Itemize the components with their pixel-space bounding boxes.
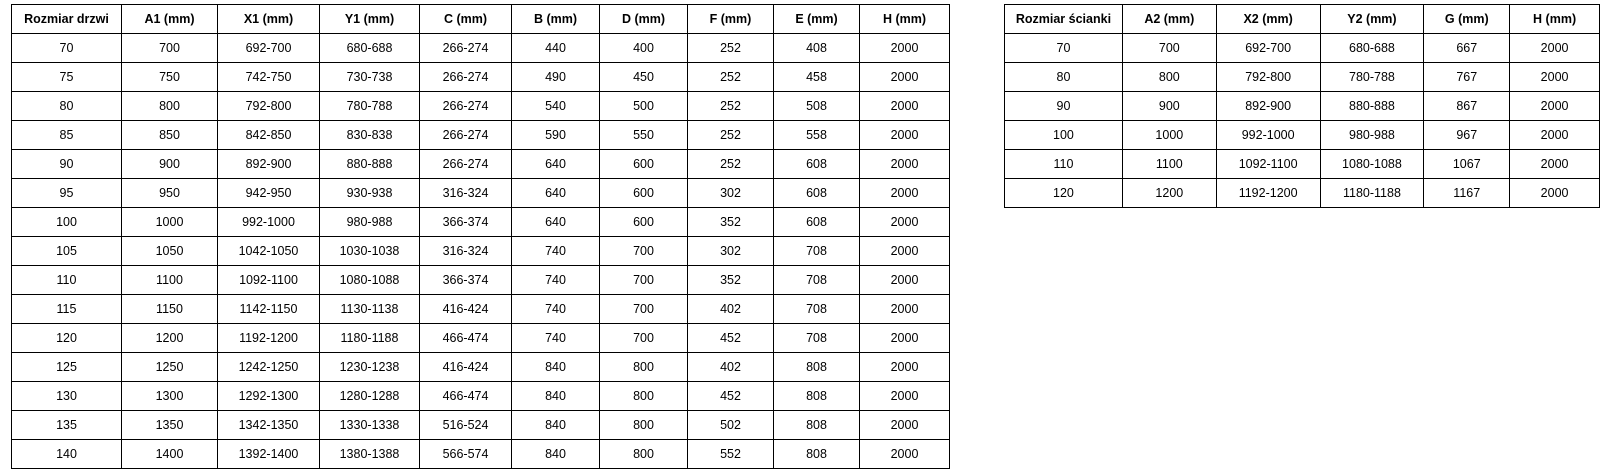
table-cell: 667 — [1424, 34, 1510, 63]
table-cell: 867 — [1424, 92, 1510, 121]
table-cell: 2000 — [860, 150, 950, 179]
table-cell: 135 — [12, 411, 122, 440]
table-cell: 402 — [688, 353, 774, 382]
table-cell: 252 — [688, 34, 774, 63]
table-cell: 740 — [512, 295, 600, 324]
table-cell: 458 — [774, 63, 860, 92]
wall-panel-dimensions-table-container — [1004, 4, 1600, 208]
table-cell: 1380-1388 — [320, 440, 420, 469]
table-row — [12, 324, 950, 353]
table-cell: 640 — [512, 179, 600, 208]
wall-panel-dimensions-table — [1004, 4, 1600, 208]
table-cell: 800 — [600, 440, 688, 469]
table-cell: 316-324 — [420, 179, 512, 208]
table-cell: 600 — [600, 179, 688, 208]
table-cell: 608 — [774, 150, 860, 179]
table-cell: 808 — [774, 440, 860, 469]
table-cell: 566-574 — [420, 440, 512, 469]
table-cell: 120 — [12, 324, 122, 353]
table-cell: 1300 — [122, 382, 218, 411]
table-cell: 980-988 — [1320, 121, 1424, 150]
table-cell: 502 — [688, 411, 774, 440]
table-cell: 1392-1400 — [218, 440, 320, 469]
doors-column-header: B (mm) — [512, 5, 600, 34]
table-cell: 1242-1250 — [218, 353, 320, 382]
table-header-row — [1005, 5, 1600, 34]
table-cell: 402 — [688, 295, 774, 324]
table-cell: 1192-1200 — [218, 324, 320, 353]
table-cell: 730-738 — [320, 63, 420, 92]
table-cell: 1100 — [1122, 150, 1216, 179]
table-row — [12, 150, 950, 179]
table-cell: 352 — [688, 266, 774, 295]
table-cell: 440 — [512, 34, 600, 63]
table-cell: 700 — [1122, 34, 1216, 63]
table-cell: 352 — [688, 208, 774, 237]
table-cell: 1167 — [1424, 179, 1510, 208]
table-cell: 1000 — [1122, 121, 1216, 150]
table-cell: 830-838 — [320, 121, 420, 150]
table-cell: 600 — [600, 208, 688, 237]
table-cell: 680-688 — [320, 34, 420, 63]
table-cell: 1350 — [122, 411, 218, 440]
table-cell: 800 — [122, 92, 218, 121]
table-cell: 880-888 — [1320, 92, 1424, 121]
table-cell: 708 — [774, 295, 860, 324]
table-cell: 740 — [512, 237, 600, 266]
table-row — [1005, 150, 1600, 179]
table-cell: 100 — [12, 208, 122, 237]
table-cell: 842-850 — [218, 121, 320, 150]
table-cell: 2000 — [860, 440, 950, 469]
table-cell: 558 — [774, 121, 860, 150]
table-row — [1005, 34, 1600, 63]
table-cell: 2000 — [860, 121, 950, 150]
table-cell: 808 — [774, 353, 860, 382]
table-row — [12, 382, 950, 411]
table-cell: 950 — [122, 179, 218, 208]
table-cell: 590 — [512, 121, 600, 150]
table-cell: 2000 — [860, 411, 950, 440]
wall-column-header: A2 (mm) — [1122, 5, 1216, 34]
table-cell: 466-474 — [420, 324, 512, 353]
table-cell: 2000 — [860, 324, 950, 353]
table-cell: 1050 — [122, 237, 218, 266]
table-cell: 490 — [512, 63, 600, 92]
table-cell: 80 — [1005, 63, 1123, 92]
table-cell: 1200 — [1122, 179, 1216, 208]
table-row — [12, 63, 950, 92]
table-row — [12, 411, 950, 440]
table-cell: 266-274 — [420, 34, 512, 63]
table-cell: 266-274 — [420, 92, 512, 121]
table-cell: 70 — [12, 34, 122, 63]
table-cell: 900 — [122, 150, 218, 179]
table-cell: 105 — [12, 237, 122, 266]
doors-column-header: C (mm) — [420, 5, 512, 34]
wall-column-header: H (mm) — [1510, 5, 1600, 34]
table-cell: 552 — [688, 440, 774, 469]
table-cell: 708 — [774, 324, 860, 353]
doors-column-header: E (mm) — [774, 5, 860, 34]
table-cell: 750 — [122, 63, 218, 92]
table-cell: 692-700 — [218, 34, 320, 63]
table-cell: 70 — [1005, 34, 1123, 63]
table-cell: 416-424 — [420, 295, 512, 324]
wall-column-header: Y2 (mm) — [1320, 5, 1424, 34]
table-cell: 892-900 — [218, 150, 320, 179]
table-cell: 1000 — [122, 208, 218, 237]
table-cell: 967 — [1424, 121, 1510, 150]
table-cell: 466-474 — [420, 382, 512, 411]
table-cell: 792-800 — [1216, 63, 1320, 92]
doors-column-header: X1 (mm) — [218, 5, 320, 34]
table-cell: 700 — [600, 324, 688, 353]
table-cell: 2000 — [860, 237, 950, 266]
table-cell: 500 — [600, 92, 688, 121]
table-cell: 942-950 — [218, 179, 320, 208]
table-row — [12, 34, 950, 63]
table-cell: 540 — [512, 92, 600, 121]
table-cell: 780-788 — [320, 92, 420, 121]
table-cell: 90 — [1005, 92, 1123, 121]
table-cell: 740 — [512, 266, 600, 295]
table-cell: 600 — [600, 150, 688, 179]
table-cell: 110 — [12, 266, 122, 295]
table-row — [12, 295, 950, 324]
table-cell: 115 — [12, 295, 122, 324]
table-cell: 840 — [512, 440, 600, 469]
table-cell: 416-424 — [420, 353, 512, 382]
table-cell: 366-374 — [420, 266, 512, 295]
table-cell: 808 — [774, 382, 860, 411]
table-cell: 2000 — [860, 63, 950, 92]
table-row — [1005, 92, 1600, 121]
table-cell: 1092-1100 — [218, 266, 320, 295]
table-row — [12, 237, 950, 266]
table-cell: 800 — [600, 382, 688, 411]
table-cell: 1192-1200 — [1216, 179, 1320, 208]
table-cell: 740 — [512, 324, 600, 353]
table-cell: 900 — [1122, 92, 1216, 121]
table-cell: 75 — [12, 63, 122, 92]
table-cell: 252 — [688, 150, 774, 179]
table-row — [12, 440, 950, 469]
table-cell: 1092-1100 — [1216, 150, 1320, 179]
table-cell: 316-324 — [420, 237, 512, 266]
table-cell: 452 — [688, 324, 774, 353]
table-cell: 1400 — [122, 440, 218, 469]
doors-dimensions-table — [11, 4, 950, 469]
table-cell: 400 — [600, 34, 688, 63]
table-cell: 1180-1188 — [1320, 179, 1424, 208]
doors-table-header — [12, 5, 950, 34]
table-cell: 792-800 — [218, 92, 320, 121]
table-cell: 95 — [12, 179, 122, 208]
table-cell: 252 — [688, 92, 774, 121]
doors-table-body — [12, 34, 950, 469]
table-cell: 2000 — [860, 208, 950, 237]
table-cell: 1330-1338 — [320, 411, 420, 440]
table-row — [1005, 179, 1600, 208]
wall-column-header: Rozmiar ścianki — [1005, 5, 1123, 34]
table-cell: 120 — [1005, 179, 1123, 208]
table-cell: 266-274 — [420, 121, 512, 150]
table-cell: 80 — [12, 92, 122, 121]
table-cell: 450 — [600, 63, 688, 92]
table-cell: 700 — [600, 295, 688, 324]
table-cell: 1080-1088 — [320, 266, 420, 295]
table-cell: 700 — [600, 237, 688, 266]
table-cell: 2000 — [1510, 63, 1600, 92]
table-cell: 640 — [512, 150, 600, 179]
table-cell: 1130-1138 — [320, 295, 420, 324]
table-header-row — [12, 5, 950, 34]
wall-column-header: G (mm) — [1424, 5, 1510, 34]
doors-column-header: H (mm) — [860, 5, 950, 34]
table-cell: 408 — [774, 34, 860, 63]
table-cell: 692-700 — [1216, 34, 1320, 63]
table-cell: 2000 — [860, 266, 950, 295]
table-cell: 800 — [1122, 63, 1216, 92]
table-cell: 516-524 — [420, 411, 512, 440]
table-cell: 1200 — [122, 324, 218, 353]
doors-column-header: D (mm) — [600, 5, 688, 34]
table-cell: 1150 — [122, 295, 218, 324]
table-row — [12, 121, 950, 150]
table-cell: 1142-1150 — [218, 295, 320, 324]
table-cell: 2000 — [1510, 150, 1600, 179]
table-cell: 100 — [1005, 121, 1123, 150]
table-cell: 1250 — [122, 353, 218, 382]
table-cell: 992-1000 — [1216, 121, 1320, 150]
table-cell: 880-888 — [320, 150, 420, 179]
table-cell: 1067 — [1424, 150, 1510, 179]
table-cell: 550 — [600, 121, 688, 150]
table-cell: 1042-1050 — [218, 237, 320, 266]
table-cell: 125 — [12, 353, 122, 382]
table-cell: 708 — [774, 237, 860, 266]
table-cell: 767 — [1424, 63, 1510, 92]
table-cell: 266-274 — [420, 63, 512, 92]
doors-column-header: F (mm) — [688, 5, 774, 34]
table-row — [12, 92, 950, 121]
table-cell: 780-788 — [1320, 63, 1424, 92]
table-cell: 808 — [774, 411, 860, 440]
table-cell: 840 — [512, 411, 600, 440]
table-cell: 1292-1300 — [218, 382, 320, 411]
wall-table-header — [1005, 5, 1600, 34]
doors-dimensions-table-container — [11, 4, 950, 469]
table-cell: 366-374 — [420, 208, 512, 237]
table-cell: 90 — [12, 150, 122, 179]
table-row — [12, 266, 950, 295]
table-row — [12, 353, 950, 382]
table-cell: 640 — [512, 208, 600, 237]
table-cell: 850 — [122, 121, 218, 150]
table-cell: 2000 — [860, 353, 950, 382]
table-cell: 708 — [774, 266, 860, 295]
table-cell: 1342-1350 — [218, 411, 320, 440]
table-cell: 130 — [12, 382, 122, 411]
table-cell: 2000 — [860, 34, 950, 63]
table-cell: 980-988 — [320, 208, 420, 237]
table-cell: 892-900 — [1216, 92, 1320, 121]
table-cell: 742-750 — [218, 63, 320, 92]
table-cell: 1280-1288 — [320, 382, 420, 411]
table-cell: 1230-1238 — [320, 353, 420, 382]
table-cell: 85 — [12, 121, 122, 150]
table-cell: 2000 — [1510, 92, 1600, 121]
table-row — [12, 179, 950, 208]
table-cell: 2000 — [860, 92, 950, 121]
table-cell: 608 — [774, 179, 860, 208]
table-cell: 700 — [600, 266, 688, 295]
table-cell: 110 — [1005, 150, 1123, 179]
doors-column-header: Rozmiar drzwi — [12, 5, 122, 34]
table-cell: 840 — [512, 353, 600, 382]
table-cell: 2000 — [860, 295, 950, 324]
table-row — [12, 208, 950, 237]
doors-column-header: Y1 (mm) — [320, 5, 420, 34]
table-cell: 252 — [688, 121, 774, 150]
wall-table-body — [1005, 34, 1600, 208]
table-row — [1005, 121, 1600, 150]
table-cell: 1180-1188 — [320, 324, 420, 353]
table-cell: 266-274 — [420, 150, 512, 179]
wall-column-header: X2 (mm) — [1216, 5, 1320, 34]
table-cell: 840 — [512, 382, 600, 411]
table-cell: 508 — [774, 92, 860, 121]
table-cell: 800 — [600, 353, 688, 382]
doors-column-header: A1 (mm) — [122, 5, 218, 34]
table-cell: 608 — [774, 208, 860, 237]
table-cell: 680-688 — [1320, 34, 1424, 63]
table-cell: 2000 — [860, 382, 950, 411]
table-cell: 2000 — [860, 179, 950, 208]
table-cell: 1030-1038 — [320, 237, 420, 266]
table-cell: 1100 — [122, 266, 218, 295]
table-cell: 140 — [12, 440, 122, 469]
table-cell: 700 — [122, 34, 218, 63]
table-cell: 2000 — [1510, 121, 1600, 150]
table-cell: 1080-1088 — [1320, 150, 1424, 179]
table-cell: 992-1000 — [218, 208, 320, 237]
table-cell: 302 — [688, 237, 774, 266]
table-cell: 800 — [600, 411, 688, 440]
table-cell: 252 — [688, 63, 774, 92]
table-cell: 930-938 — [320, 179, 420, 208]
table-cell: 302 — [688, 179, 774, 208]
table-row — [1005, 63, 1600, 92]
table-cell: 452 — [688, 382, 774, 411]
table-cell: 2000 — [1510, 179, 1600, 208]
table-cell: 2000 — [1510, 34, 1600, 63]
